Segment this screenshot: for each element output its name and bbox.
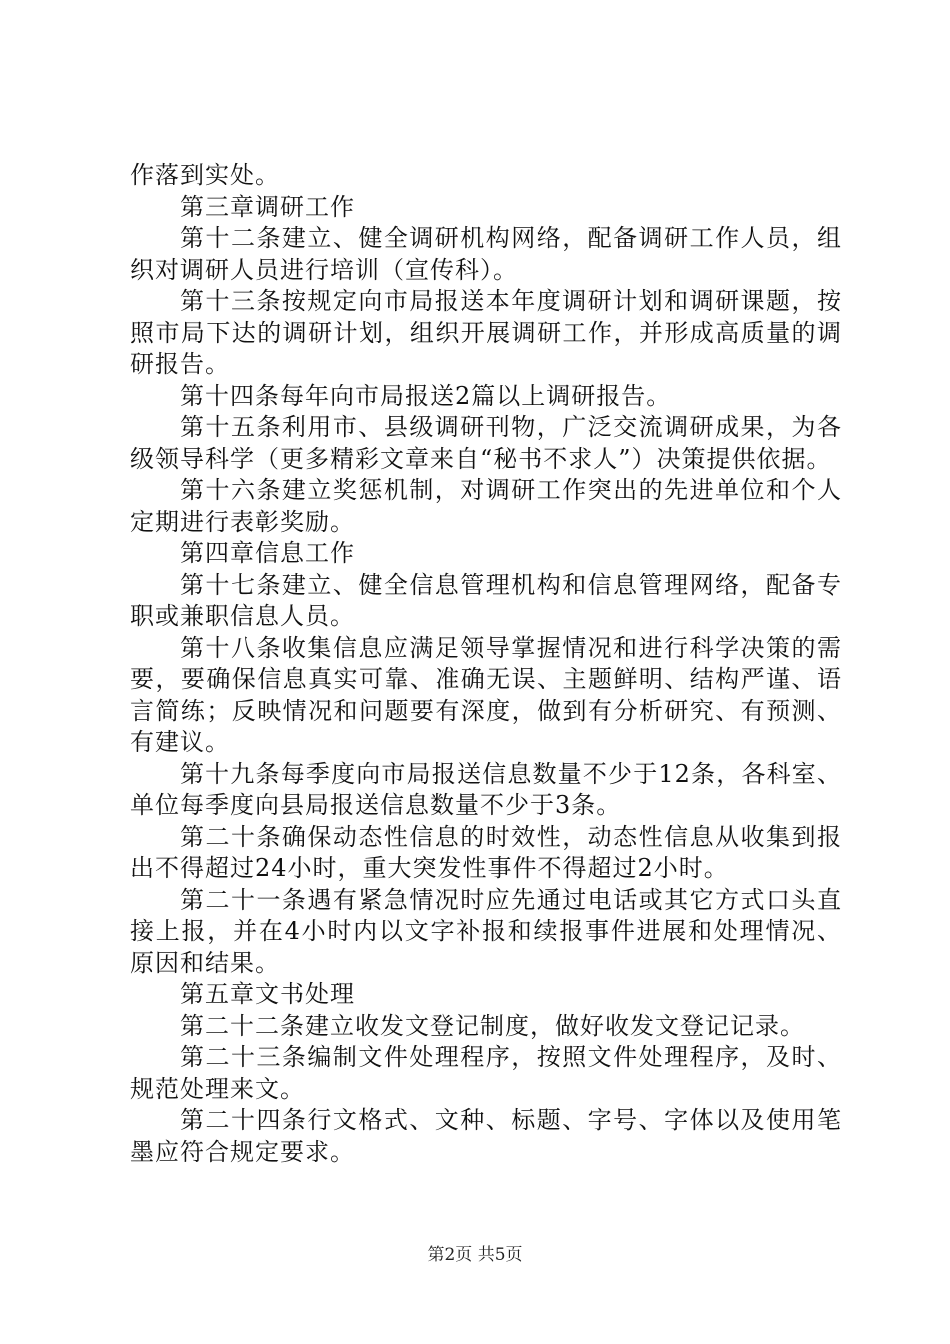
document-body (130, 160, 842, 1168)
chapter-heading-3: 第三章调研工作 (180, 192, 355, 221)
page-number-footer: 第2页 共5页 (427, 1245, 523, 1265)
article-17: 第十七条建立、健全信息管理机构和信息管理网络，配备专职或兼职信息人员。 (130, 570, 842, 630)
article-13: 第十三条按规定向市局报送本年度调研计划和调研课题，按照市局下达的调研计划，组织开展调研工作，并形成高质量的调研报告。 (130, 287, 842, 378)
chapter-heading-5: 第五章文书处理 (180, 980, 355, 1008)
article-19: 第十九条每季度向市局报送信息数量不少于12条，各科室、单位每季度向县局报送信息数量不少于3条。 (130, 759, 842, 819)
article-22: 第二十二条建立收发文登记制度，做好收发文登记记录。 (180, 1011, 805, 1040)
article-16: 第十六条建立奖惩机制，对调研工作突出的先进单位和个人定期进行表彰奖励。 (130, 476, 842, 536)
article-18: 第十八条收集信息应满足领导掌握情况和进行科学决策的需要，要确保信息真实可靠、准确无误、主题鲜明、结构严谨、语言简练；反映情况和问题要有深度，做到有分析研究、有预测、有建议。 (130, 633, 842, 756)
article-14: 第十四条每年向市局报送2篇以上调研报告。 (180, 381, 672, 410)
chapter-heading-4: 第四章信息工作 (180, 539, 355, 567)
article-15: 第十五条利用市、县级调研刊物，广泛交流调研成果，为各级领导科学（更多精彩文章来自“秘书不求人”）决策提供依据。 (130, 413, 842, 473)
article-24: 第二十四条行文格式、文种、标题、字号、字体以及使用笔墨应符合规定要求。 (130, 1106, 842, 1166)
paragraph-0: 作落到实处。 (130, 161, 280, 189)
article-21: 第二十一条遇有紧急情况时应先通过电话或其它方式口头直接上报，并在4小时内以文字补报和续报事件进展和处理情况、原因和结果。 (130, 885, 842, 977)
article-23: 第二十三条编制文件处理程序，按照文件处理程序，及时、规范处理来文。 (130, 1043, 842, 1103)
article-12: 第十二条建立、健全调研机构网络，配备调研工作人员，组织对调研人员进行培训（宣传科）。 (130, 224, 842, 284)
article-20: 第二十条确保动态性信息的时效性，动态性信息从收集到报出不得超过24小时，重大突发性事件不得超过2小时。 (130, 822, 842, 882)
